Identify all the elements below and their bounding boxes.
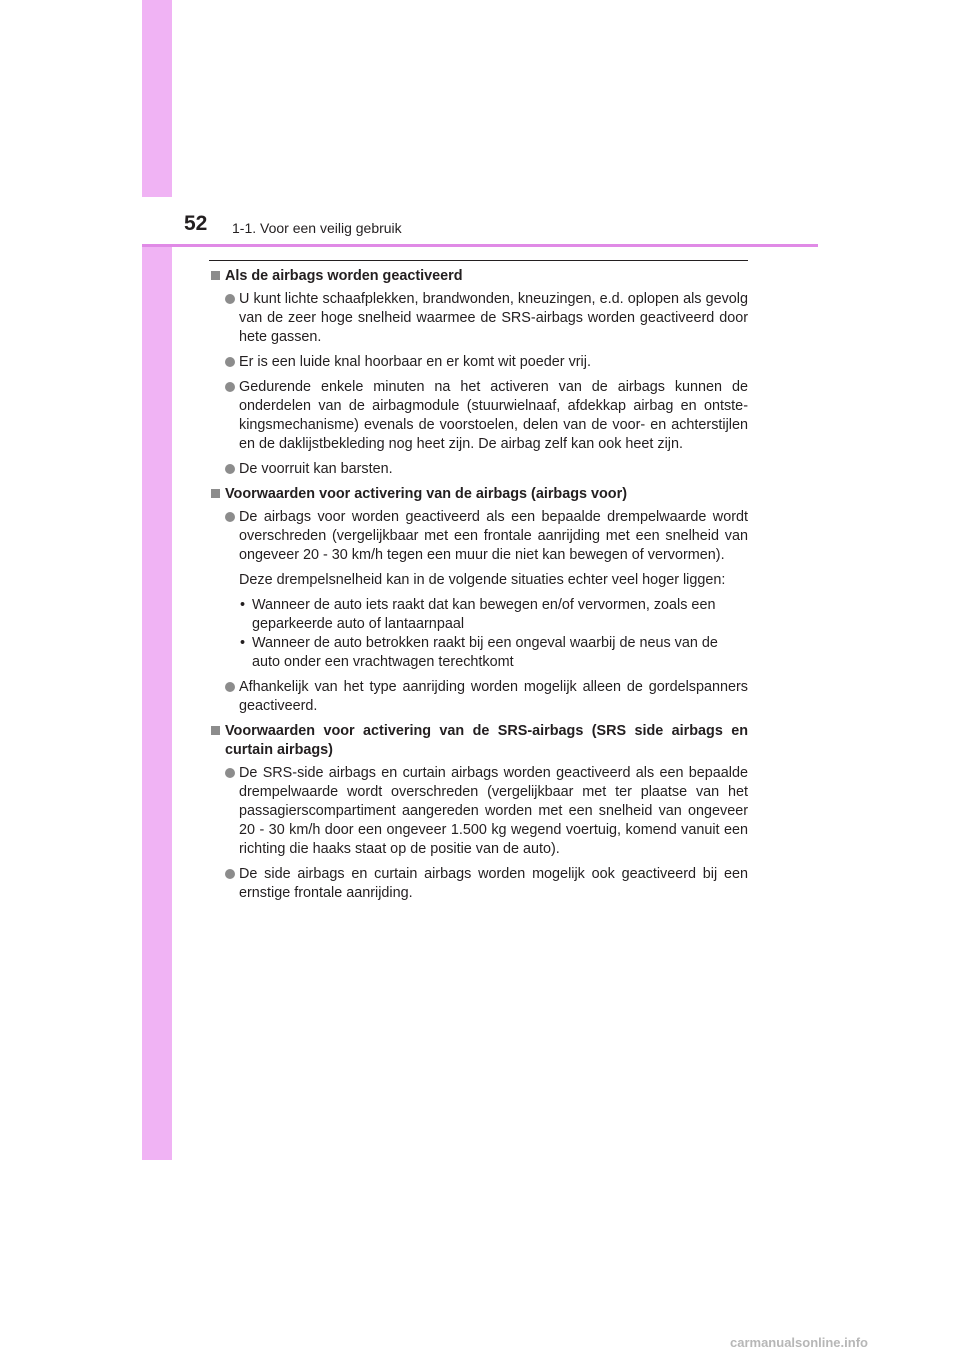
paragraph: Deze drempelsnelheid kan in de volgende situaties echter veel hoger liggen: — [239, 572, 726, 588]
section-title: 1-1. Voor een veilig gebruik — [232, 220, 402, 236]
section-heading: Voorwaarden voor activering van de SRS-airbags (SRS side airbags en curtain airbags) — [210, 722, 748, 760]
page-number: 52 — [184, 212, 208, 235]
list-item: Er is een luide knal hoorbaar en er komt wit poeder vrij. — [210, 353, 748, 372]
circle-bullet-icon — [225, 768, 235, 778]
side-tab-bar — [142, 0, 172, 1160]
sub-list-item: • Wanneer de auto betrokken raakt bij een ongeval waarbij de neus van de auto onder een vrachtwagen terechtkomt — [240, 635, 718, 670]
sub-list — [210, 596, 748, 672]
circle-bullet-icon — [225, 464, 235, 474]
list-item: Afhankelijk van het type aanrijding worden mogelijk alleen de gordelspanners geactiveerd. — [210, 678, 748, 716]
section-heading: Als de airbags worden geactiveerd — [210, 267, 748, 286]
circle-bullet-icon — [225, 382, 235, 392]
content-top-rule — [209, 260, 748, 261]
section-heading: Voorwaarden voor activering van de airbags (airbags voor) — [210, 485, 748, 504]
list-item: Gedurende enkele minuten na het activeren van de airbags kunnen de onderdelen van de airbagmodule (stuurwielnaaf, afdekkap airbag en ontstekingsmechanisme) evenals de voorstoelen, delen van de voor- en achterstijlen en de daklijstbekleding nog heet zijn. De airbag zelf kan ook heet zijn. — [210, 378, 748, 454]
list-item: De side airbags en curtain airbags worden mogelijk ook geactiveerd bij een ernstige frontale aanrijding. — [210, 865, 748, 903]
square-bullet-icon — [211, 489, 220, 498]
square-bullet-icon — [211, 726, 220, 735]
dot-bullet-icon: • — [240, 635, 246, 651]
watermark: carmanualsonline.info — [730, 1335, 868, 1350]
list-item: U kunt lichte schaafplekken, brandwonden, kneuzingen, e.d. oplopen als gevolg van de zeer hoge snelheid waarmee de SRS-airbags worden geactiveerd door hete gassen. — [210, 290, 748, 347]
circle-bullet-icon — [225, 869, 235, 879]
dot-bullet-icon: • — [240, 597, 246, 613]
square-bullet-icon — [211, 271, 220, 280]
circle-bullet-icon — [225, 682, 235, 692]
sub-list-item: • Wanneer de auto iets raakt dat kan bewegen en/of vervormen, zoals een geparkeerde auto of lantaarnpaal — [240, 597, 716, 632]
header-rule — [142, 244, 818, 247]
list-item: De voorruit kan barsten. — [210, 460, 748, 479]
circle-bullet-icon — [225, 357, 235, 367]
list-item: De airbags voor worden geactiveerd als een bepaalde drempelwaarde wordt overschreden (vergelijkbaar met een frontale aanrijding met een snelheid van ongeveer 20 - 30 km/h tegen een muur die niet kan bewegen of vervormen). — [210, 508, 748, 565]
list-item: De SRS-side airbags en curtain airbags worden geactiveerd als een bepaalde drempelwaarde wordt overschreden (vergelijkbaar met ter plaatse van het passagierscompartiment aangereden worden met een snelheid van ongeveer 20 - 30 km/h door een ongeveer 1.500 kg wegend voertuig, komend vanuit een richting die haaks staat op de positie van de auto). — [210, 764, 748, 859]
page-content — [210, 267, 748, 909]
circle-bullet-icon — [225, 512, 235, 522]
circle-bullet-icon — [225, 294, 235, 304]
